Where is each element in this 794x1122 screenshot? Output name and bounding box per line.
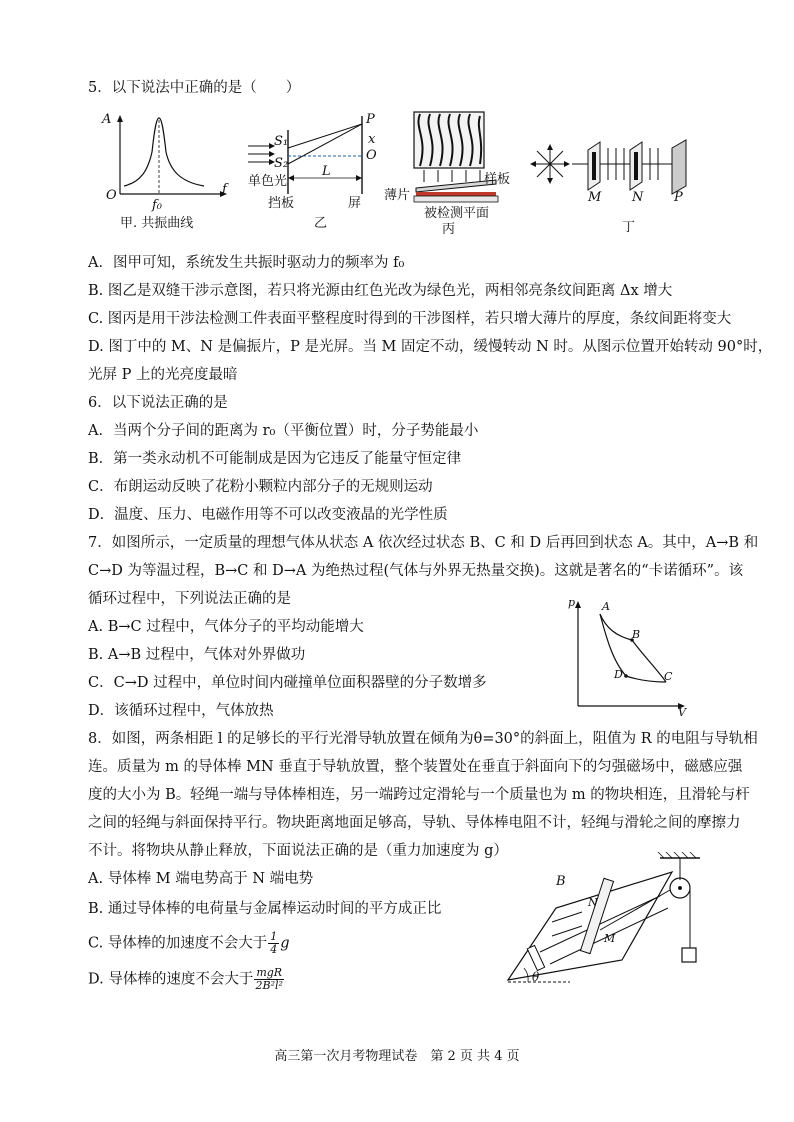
q6-option-b: B．第一类永动机不可能制成是因为它违反了能量守恒定律 xyxy=(88,451,462,467)
tested-surface-label: 被检测平面 xyxy=(424,206,490,221)
fraction-mgr-over-2b2l2: $\frac{\text{mgR}}{\text{2B²l²}}$ xyxy=(255,966,283,992)
q8-stem-line1: 8．如图，两条相距 l 的足够长的平行光滑导轨放置在倾角为θ=30°的斜面上，阻值为 R 的电阻与导轨相 xyxy=(88,731,758,747)
origin-label: O xyxy=(106,188,117,203)
q5-stem: 5．以下说法中正确的是（ ） xyxy=(88,80,301,96)
axis-f-label: f xyxy=(222,182,227,197)
q8-option-b: B. 通过导体棒的电荷量与金属棒运动时间的平方成正比 xyxy=(88,901,442,917)
sample-plate-label: 样板 xyxy=(484,172,511,187)
screen-label: 屏 xyxy=(348,196,362,211)
q8-option-d xyxy=(88,967,285,992)
q7-stem-line1: 7．如图所示，一定质量的理想气体从状态 A 依次经过状态 B、C 和 D 后再回到状态 A。其中，A→B 和 xyxy=(88,535,759,551)
m-end-label: M xyxy=(604,932,616,945)
q6-option-c: C．布朗运动反映了花粉小颗粒内部分子的无规则运动 xyxy=(88,479,433,495)
state-b-label: B xyxy=(632,628,641,641)
b-field-label: B xyxy=(556,874,566,889)
figure-ding-polarizers xyxy=(528,112,692,236)
q8-option-d-text: D. 导体棒的速度不会大于 xyxy=(88,971,254,988)
o-label: O xyxy=(366,148,377,163)
v-axis-label: V xyxy=(678,706,686,719)
q8-stem-line3: 度的大小为 B。轻绳一端与导体棒相连，另一端跨过定滑轮与一个质量也为 m 的物块相连，且滑轮与杆 xyxy=(88,787,750,803)
q8-option-c-g: g xyxy=(280,935,290,952)
q8-option-c-text: C. 导体棒的加速度不会大于 xyxy=(88,935,268,952)
l-label: L xyxy=(322,164,331,179)
q5-option-d: D. 图丁中的 M、N 是偏振片，P 是光屏。当 M 固定不动，缓慢转动 N 时。从图示位置开始转动 90°时， xyxy=(88,339,773,355)
state-a-label: A xyxy=(602,600,610,613)
figure-yi-caption: 乙 xyxy=(314,216,328,231)
q8-stem-line2: 连。质量为 m 的导体棒 MN 垂直于导轨放置，整个装置处在垂直于斜面向下的匀强磁场中，磁感应强 xyxy=(88,759,743,775)
x-label: x xyxy=(368,132,376,147)
n-end-label: N xyxy=(588,896,598,909)
q8-option-a: A. 导体棒 M 端电势高于 N 端电势 xyxy=(88,871,314,887)
q7-option-b: B. A→B 过程中，气体对外界做功 xyxy=(88,647,306,663)
q6-option-d: D．温度、压力、电磁作用等不可以改变液晶的光学性质 xyxy=(88,507,448,523)
m-label: M xyxy=(588,190,602,205)
q8-option-c xyxy=(88,931,290,956)
figure-carnot-pv xyxy=(566,596,694,720)
n-label: N xyxy=(632,190,644,205)
theta-label: θ xyxy=(532,970,540,984)
figure-bing-interference xyxy=(384,108,516,236)
baffle-label: 挡板 xyxy=(268,196,295,211)
axis-a-label: A xyxy=(102,112,112,127)
q6-stem: 6．以下说法正确的是 xyxy=(88,395,228,411)
q8-stem-line4: 之间的轻绳与斜面保持平行。物块距离地面足够高，导轨、导体棒电阻不计，轻绳与滑轮之间的摩擦力 xyxy=(88,815,741,831)
page-footer: 高三第一次月考物理试卷 第 2 页 共 4 页 xyxy=(274,1049,520,1064)
s1-label: S₁ xyxy=(274,134,289,149)
figure-bing-caption: 丙 xyxy=(442,222,456,237)
q7-option-c: C．C→D 过程中，单位时间内碰撞单位面积器壁的分子数增多 xyxy=(88,675,487,691)
p-label: P xyxy=(674,190,683,205)
thin-film-label: 薄片 xyxy=(384,188,411,203)
p-axis-label: p xyxy=(568,596,576,609)
q5-option-a: A．图甲可知，系统发生共振时驱动力的频率为 f₀ xyxy=(88,255,405,271)
q7-option-d: D．该循环过程中，气体放热 xyxy=(88,703,274,719)
figure-jia-resonance-curve xyxy=(96,112,236,232)
state-d-label: D xyxy=(614,668,623,681)
figure-inclined-rails xyxy=(500,850,710,998)
state-c-label: C xyxy=(664,670,673,683)
q5-option-d-cont: 光屏 P 上的光亮度最暗 xyxy=(88,367,238,383)
q7-stem-line3: 循环过程中，下列说法正确的是 xyxy=(88,591,291,607)
q8-stem-line5: 不计。将物块从静止释放，下面说法正确的是（重力加速度为 g） xyxy=(88,843,508,859)
q7-stem-line2: C→D 为等温过程，B→C 和 D→A 为绝热过程(气体与外界无热量交换)。这就是著名的“卡诺循环”。该 xyxy=(88,563,744,579)
q5-option-c: C. 图丙是用干涉法检测工件表面平整程度时得到的干涉图样，若只增大薄片的厚度，条纹间距将变大 xyxy=(88,311,732,327)
p-label: P xyxy=(366,112,375,127)
light-label: 单色光 xyxy=(248,174,288,189)
s2-label: S₂ xyxy=(274,156,289,171)
q7-option-a: A. B→C 过程中，气体分子的平均动能增大 xyxy=(88,619,364,635)
f0-tick-label: f₀ xyxy=(152,198,163,213)
fraction-one-quarter: $\frac{1}{4}$ xyxy=(270,930,278,956)
q6-option-a: A．当两个分子间的距离为 r₀（平衡位置）时，分子势能最小 xyxy=(88,423,479,439)
figure-jia-caption: 甲. 共振曲线 xyxy=(120,216,194,231)
figure-ding-caption: 丁 xyxy=(622,220,636,235)
q5-option-b: B. 图乙是双缝干涉示意图，若只将光源由红色光改为绿色光，两相邻亮条纹间距离 Δx 增大 xyxy=(88,283,673,299)
figure-yi-double-slit xyxy=(244,112,390,234)
